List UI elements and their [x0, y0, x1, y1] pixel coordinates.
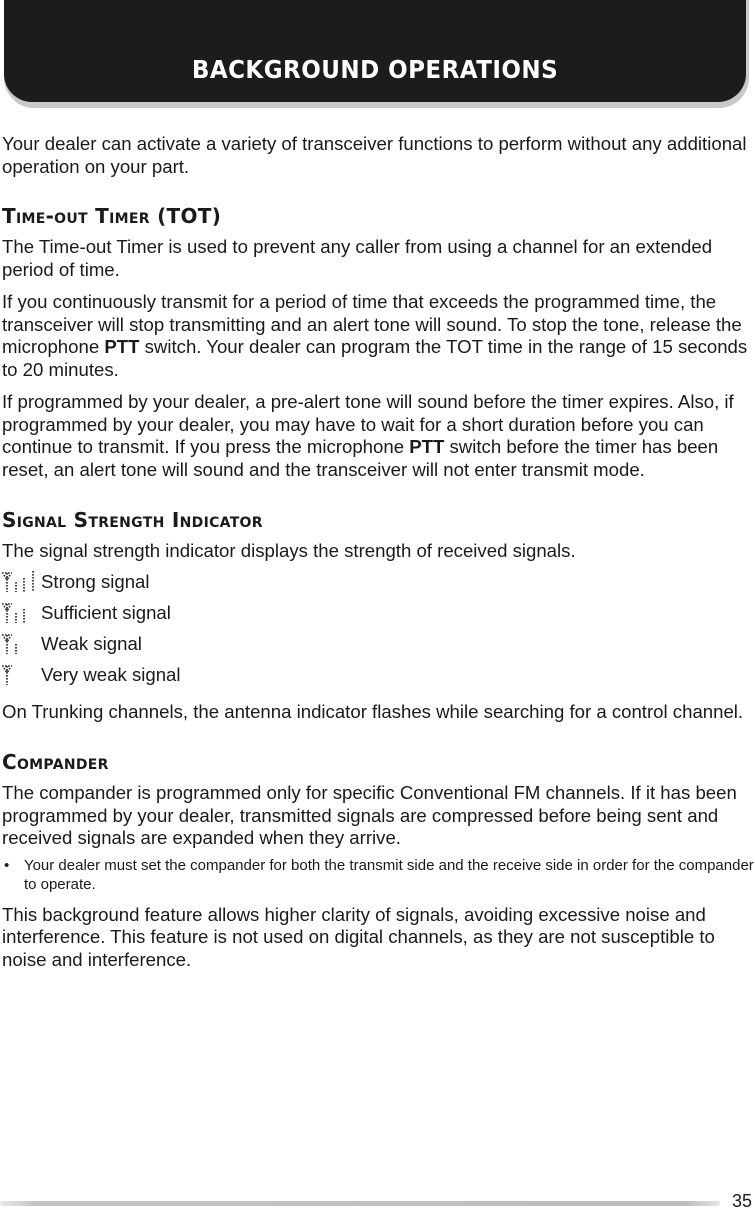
signal-weak-icon	[2, 632, 38, 656]
section-heading-signal-strength: SIGNAL STRENGTH INDICATOR	[2, 508, 263, 532]
footer-rule	[0, 1201, 720, 1206]
tot-paragraph-3: If programmed by your dealer, a pre-alert tone will sound before the timer expires. Also, if programmed by your dealer, you may have to wait for a short duration before you can continue to transmit. If you press the microphone PTT switch before the timer has been reset, an alert tone will sound and the transceiver will not enter transmit mode.	[2, 391, 734, 480]
ptt-label: PTT	[409, 436, 445, 457]
signal-very-weak-icon	[2, 663, 38, 687]
signal-paragraph-1: The signal strength indicator displays the strength of received signals.	[2, 540, 576, 561]
signal-level-label: Sufficient signal	[41, 602, 171, 623]
tot-paragraph-2: If you continuously transmit for a period of time that exceeds the programmed time, the transceiver will stop transmitting and an alert tone will sound. To stop the tone, release the microphone PTT switch. Your dealer can program the TOT time in the range of 15 seconds to 20 minutes.	[2, 291, 748, 380]
compander-paragraph-1: The compander is programmed only for specific Conventional FM channels. If it has been programmed by your dealer, transmitted signals are compressed before being sent and received signals are expanded when they arrive.	[2, 782, 737, 848]
list-item	[2, 629, 754, 660]
signal-level-label: Very weak signal	[41, 664, 181, 685]
header-banner	[4, 0, 746, 102]
signal-level-label: Strong signal	[41, 571, 150, 592]
compander-note	[2, 856, 754, 894]
ptt-label: PTT	[104, 336, 140, 357]
page-number: 35	[731, 1191, 752, 1211]
list-item	[2, 598, 754, 629]
signal-paragraph-2: On Trunking channels, the antenna indicator flashes while searching for a control channel.	[2, 700, 744, 722]
section-heading-compander: COMPANDER	[2, 750, 109, 774]
signal-level-label: Weak signal	[41, 633, 142, 654]
page-content	[2, 133, 754, 971]
signal-strong-icon	[2, 570, 38, 594]
compander-paragraph-2: This background feature allows higher clarity of signals, avoiding excessive noise and interference. This feature is not used on digital channels, as they are not susceptible to noise and interference.	[2, 903, 715, 970]
signal-sufficient-icon	[2, 601, 38, 625]
signal-level-list	[2, 567, 754, 691]
list-item	[2, 660, 754, 691]
compander-note-text: Your dealer must set the compander for both the transmit side and the receive side in order for the compander to operate.	[23, 856, 754, 893]
intro-paragraph: Your dealer can activate a variety of transceiver functions to perform without any additional operation on your part.	[2, 133, 747, 177]
list-item	[2, 567, 754, 598]
tot-paragraph-1: The Time-out Timer is used to prevent any caller from using a channel for an extended period of time.	[2, 236, 713, 280]
bullet-icon: •	[4, 856, 10, 874]
page-title: BACKGROUND OPERATIONS	[191, 55, 559, 84]
section-heading-tot: TIME-OUT TIMER (TOT)	[2, 204, 222, 228]
